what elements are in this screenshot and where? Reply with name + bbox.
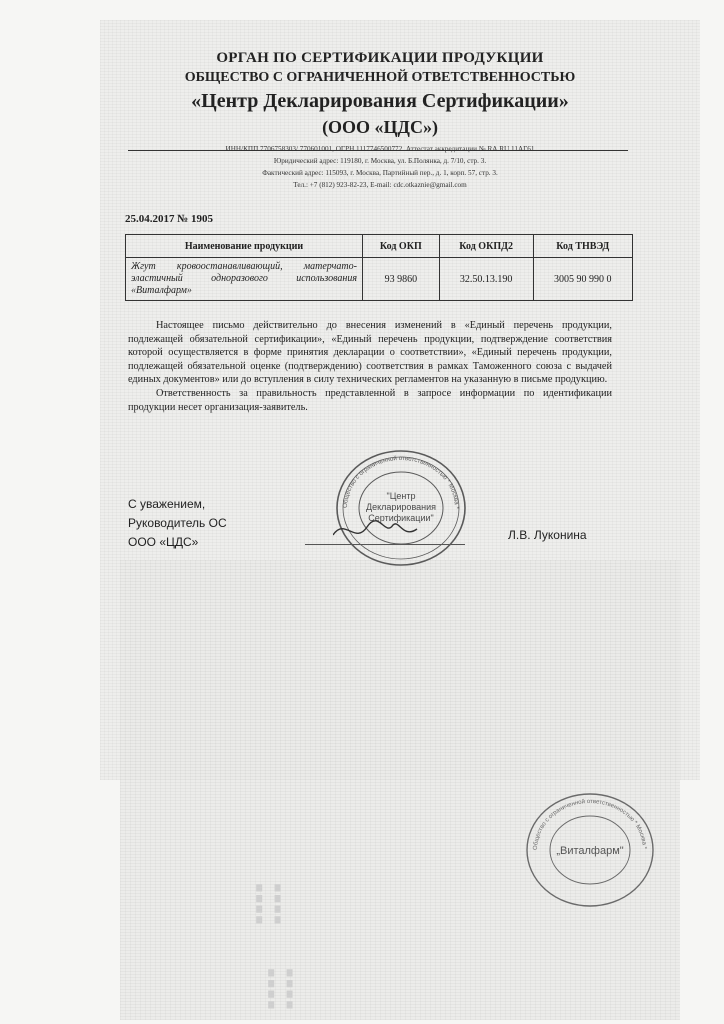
letterhead-line-2: ОБЩЕСТВО С ОГРАНИЧЕННОЙ ОТВЕТСТВЕННОСТЬЮ [184,70,576,85]
seal-ring-text: Общество с ограниченной ответственностью * Москва * [532,798,648,851]
table-row [126,258,633,301]
letterhead [120,48,640,140]
header-okp: Код ОКП [363,235,440,258]
seal-text-line-3: Сертификации" [368,513,434,523]
header-okpd2: Код ОКПД2 [439,235,533,258]
scan-artifact: ⁞⁞ [262,955,299,1023]
product-table [125,234,633,301]
letterhead-company-short: (ООО «ЦДС») [322,117,438,137]
vitalfarm-seal-stamp [522,790,658,910]
signer-name: Л.В. Луконина [508,528,587,542]
contact-line-1: ИНН/КПП 7706758303/ 770601001, ОГРН 1117746500772. Аттестат аккредитации № RA.RU.11АГ61 [225,145,535,153]
letter-reference: 25.04.2017 № 1905 [125,213,214,225]
signoff-regards: С уважением, [128,497,206,511]
cell-tnved: 3005 90 990 0 [533,258,632,301]
body-paragraph-1: Настоящее письмо действительно до внесения изменений в «Единый перечень продукции, подлежащей обязательной сертификации», «Единый перечень продукции, подтверждение соответствия которой осуществляется в форме принятия декларации о соответствии», «Единый перечень продукции, подлежащей обязательной оценке (подтверждению) соответствия в рамках Таможенного союза с выдачей единых документов» или до вступления в силу технических регламентов на указанную в письме продукцию. [128,320,612,386]
contact-line-4: Тел.: +7 (812) 923-82-23, E-mail: cdc.otkaznie@gmail.com [293,181,467,189]
header-tnved: Код ТНВЭД [533,235,632,258]
signoff-org: ООО «ЦДС» [128,535,199,549]
scan-artifact: ⁞⁞ [250,870,287,938]
letter-body [128,319,612,414]
body-paragraph-2: Ответственность за правильность представленной в запросе информации по идентификации продукции несет организация-заявитель. [128,387,612,413]
letterhead-company-name: «Центр Декларирования Сертификации» [191,90,569,112]
table-header-row [126,235,633,258]
letterhead-line-1: ОРГАН ПО СЕРТИФИКАЦИИ ПРОДУКЦИИ [216,50,544,66]
cell-okp: 93 9860 [363,258,440,301]
cell-product-name: Жгут кровоостанавливающий, матерчато-эластичный одноразового использования «Виталфарм» [126,258,363,301]
contact-details [130,143,630,191]
seal-ring-text: Общество с ограниченной ответственностью * Москва * [341,454,461,509]
signoff-position: Руководитель ОС [128,516,227,530]
seal-text-line-1: "Центр [386,491,416,501]
cell-okpd2: 32.50.13.190 [439,258,533,301]
seal-text-line-2: Декларирования [366,502,436,512]
cds-seal-stamp [333,447,469,569]
header-product-name: Наименование продукции [126,235,363,258]
seal-company-name: „Виталфарм" [556,845,624,857]
contact-line-3: Фактический адрес: 115093, г. Москва, Партийный пер., д. 1, корп. 57, стр. 3. [262,169,498,177]
signoff-block [128,495,227,552]
contact-line-2: Юридический адрес: 119180, г. Москва, ул. Б.Полянка, д. 7/10, стр. 3. [273,157,487,165]
